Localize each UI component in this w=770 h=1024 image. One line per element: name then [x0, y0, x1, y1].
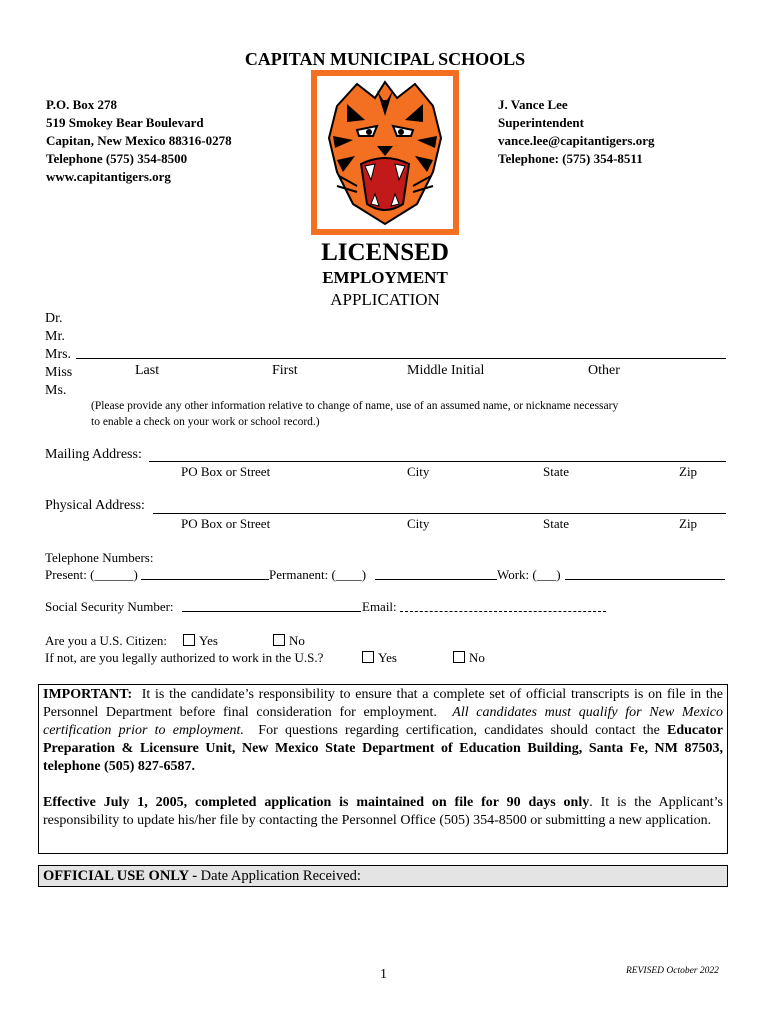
address-line: Telephone (575) 354-8500: [46, 151, 188, 166]
ssn-field[interactable]: [182, 611, 361, 612]
important-certification-text: All candidates must qualify for New Mexico certification prior to employment.: [43, 705, 724, 738]
citizen-no-option[interactable]: [273, 633, 305, 649]
mailing-street-label: PO Box or Street: [181, 464, 271, 479]
title-application: APPLICATION: [330, 290, 440, 309]
email-field[interactable]: [400, 611, 606, 612]
full-name-field[interactable]: [76, 358, 726, 359]
superintendent-name: J. Vance Lee: [498, 97, 568, 112]
website-line: www.capitantigers.org: [46, 169, 171, 184]
email-label: Email:: [362, 599, 397, 614]
first-name-label: First: [272, 363, 298, 378]
telephone-heading: Telephone Numbers:: [45, 550, 154, 565]
important-notice-box: [38, 684, 728, 854]
superintendent-phone: Telephone: (575) 354-8511: [498, 151, 643, 166]
official-use-box: [38, 865, 728, 887]
permanent-phone-field[interactable]: [375, 579, 497, 580]
mailing-state-label: State: [543, 464, 569, 479]
date-received-label: Date Application Received:: [200, 868, 361, 884]
school-address-block: [46, 96, 232, 186]
work-phone-label: Work: (___): [497, 567, 561, 582]
mailing-city-label: City: [407, 464, 430, 479]
important-retention-text: Effective July 1, 2005, completed application is maintained on file for 90 days only: [43, 795, 590, 810]
physical-state-label: State: [543, 516, 569, 531]
name-note-line: to enable a check on your work or school record.): [91, 416, 320, 428]
authorized-yes-option[interactable]: [362, 650, 397, 666]
physical-address-field[interactable]: [153, 513, 726, 514]
checkbox-icon[interactable]: [273, 634, 285, 646]
permanent-phone-label: Permanent: (____): [269, 567, 367, 582]
last-name-label: Last: [135, 363, 160, 378]
tiger-logo: [311, 70, 459, 235]
name-note: [91, 398, 618, 430]
mailing-zip-label: Zip: [679, 464, 698, 479]
superintendent-email: vance.lee@capitantigers.org: [498, 133, 655, 148]
title-licensed: LICENSED: [321, 239, 449, 266]
ssn-label: Social Security Number:: [45, 599, 174, 614]
citizen-yes-option[interactable]: [183, 633, 218, 649]
official-use-lead: OFFICIAL USE ONLY -: [43, 868, 198, 884]
school-name: CAPITAN MUNICIPAL SCHOOLS: [244, 49, 526, 69]
mailing-address-label: Mailing Address:: [45, 447, 142, 462]
revision-date: REVISED October 2022: [626, 966, 719, 976]
present-phone-field[interactable]: [141, 579, 269, 580]
important-text: It is the candidate’s responsibility to ensure that a complete set of official transcripts is on file in the Personnel Department before final consideration for employment.: [43, 687, 723, 720]
physical-zip-label: Zip: [679, 516, 698, 531]
authorized-no-option[interactable]: [453, 650, 485, 666]
salutation-list: [45, 310, 72, 400]
page-number: 1: [380, 967, 387, 982]
salutation-dr[interactable]: Dr.: [45, 311, 63, 326]
important-paragraph-1: [43, 686, 723, 776]
address-line: P.O. Box 278: [46, 97, 118, 112]
physical-street-label: PO Box or Street: [181, 516, 271, 531]
citizen-no-label: No: [289, 633, 305, 648]
title-employment: EMPLOYMENT: [322, 268, 448, 287]
citizen-yes-label: Yes: [199, 633, 218, 648]
other-name-label: Other: [588, 363, 620, 378]
superintendent-block: [498, 96, 655, 168]
present-phone-label: Present: (______): [45, 567, 138, 582]
salutation-mrs[interactable]: Mrs.: [45, 347, 72, 362]
middle-initial-label: Middle Initial: [407, 363, 485, 378]
important-contact-text: For questions regarding certification, candidates should contact the: [258, 723, 660, 738]
authorized-no-label: No: [469, 650, 485, 665]
citizen-question: Are you a U.S. Citizen:: [45, 633, 168, 648]
mailing-address-field[interactable]: [149, 461, 726, 462]
address-line: Capitan, New Mexico 88316-0278: [46, 133, 232, 148]
checkbox-icon[interactable]: [183, 634, 195, 646]
physical-address-label: Physical Address:: [45, 498, 145, 513]
physical-city-label: City: [407, 516, 430, 531]
superintendent-title: Superintendent: [498, 115, 584, 130]
salutation-ms[interactable]: Ms.: [45, 383, 67, 398]
important-lead: IMPORTANT:: [43, 687, 133, 702]
work-phone-field[interactable]: [565, 579, 725, 580]
checkbox-icon[interactable]: [362, 651, 374, 663]
tiger-mascot-icon: [317, 76, 453, 229]
checkbox-icon[interactable]: [453, 651, 465, 663]
address-line: 519 Smokey Bear Boulevard: [46, 115, 204, 130]
important-update-text: . It is the Applicant’s responsibility to update his/her file by contacting the Personnel Office (505) 354-8500 or submitting a new application.: [43, 795, 723, 828]
work-authorization-question: If not, are you legally authorized to work in the U.S.?: [45, 650, 324, 665]
salutation-miss[interactable]: Miss: [45, 365, 73, 380]
important-paragraph-2: [43, 794, 723, 830]
important-contact-address: Educator Preparation & Licensure Unit, New Mexico State Department of Education Building, Santa Fe, NM 87503, telephone (505) 827-6587.: [43, 723, 724, 774]
salutation-mr[interactable]: Mr.: [45, 329, 65, 344]
name-note-line: (Please provide any other information relative to change of name, use of an assumed name, or nickname necessary: [91, 400, 619, 412]
authorized-yes-label: Yes: [378, 650, 397, 665]
